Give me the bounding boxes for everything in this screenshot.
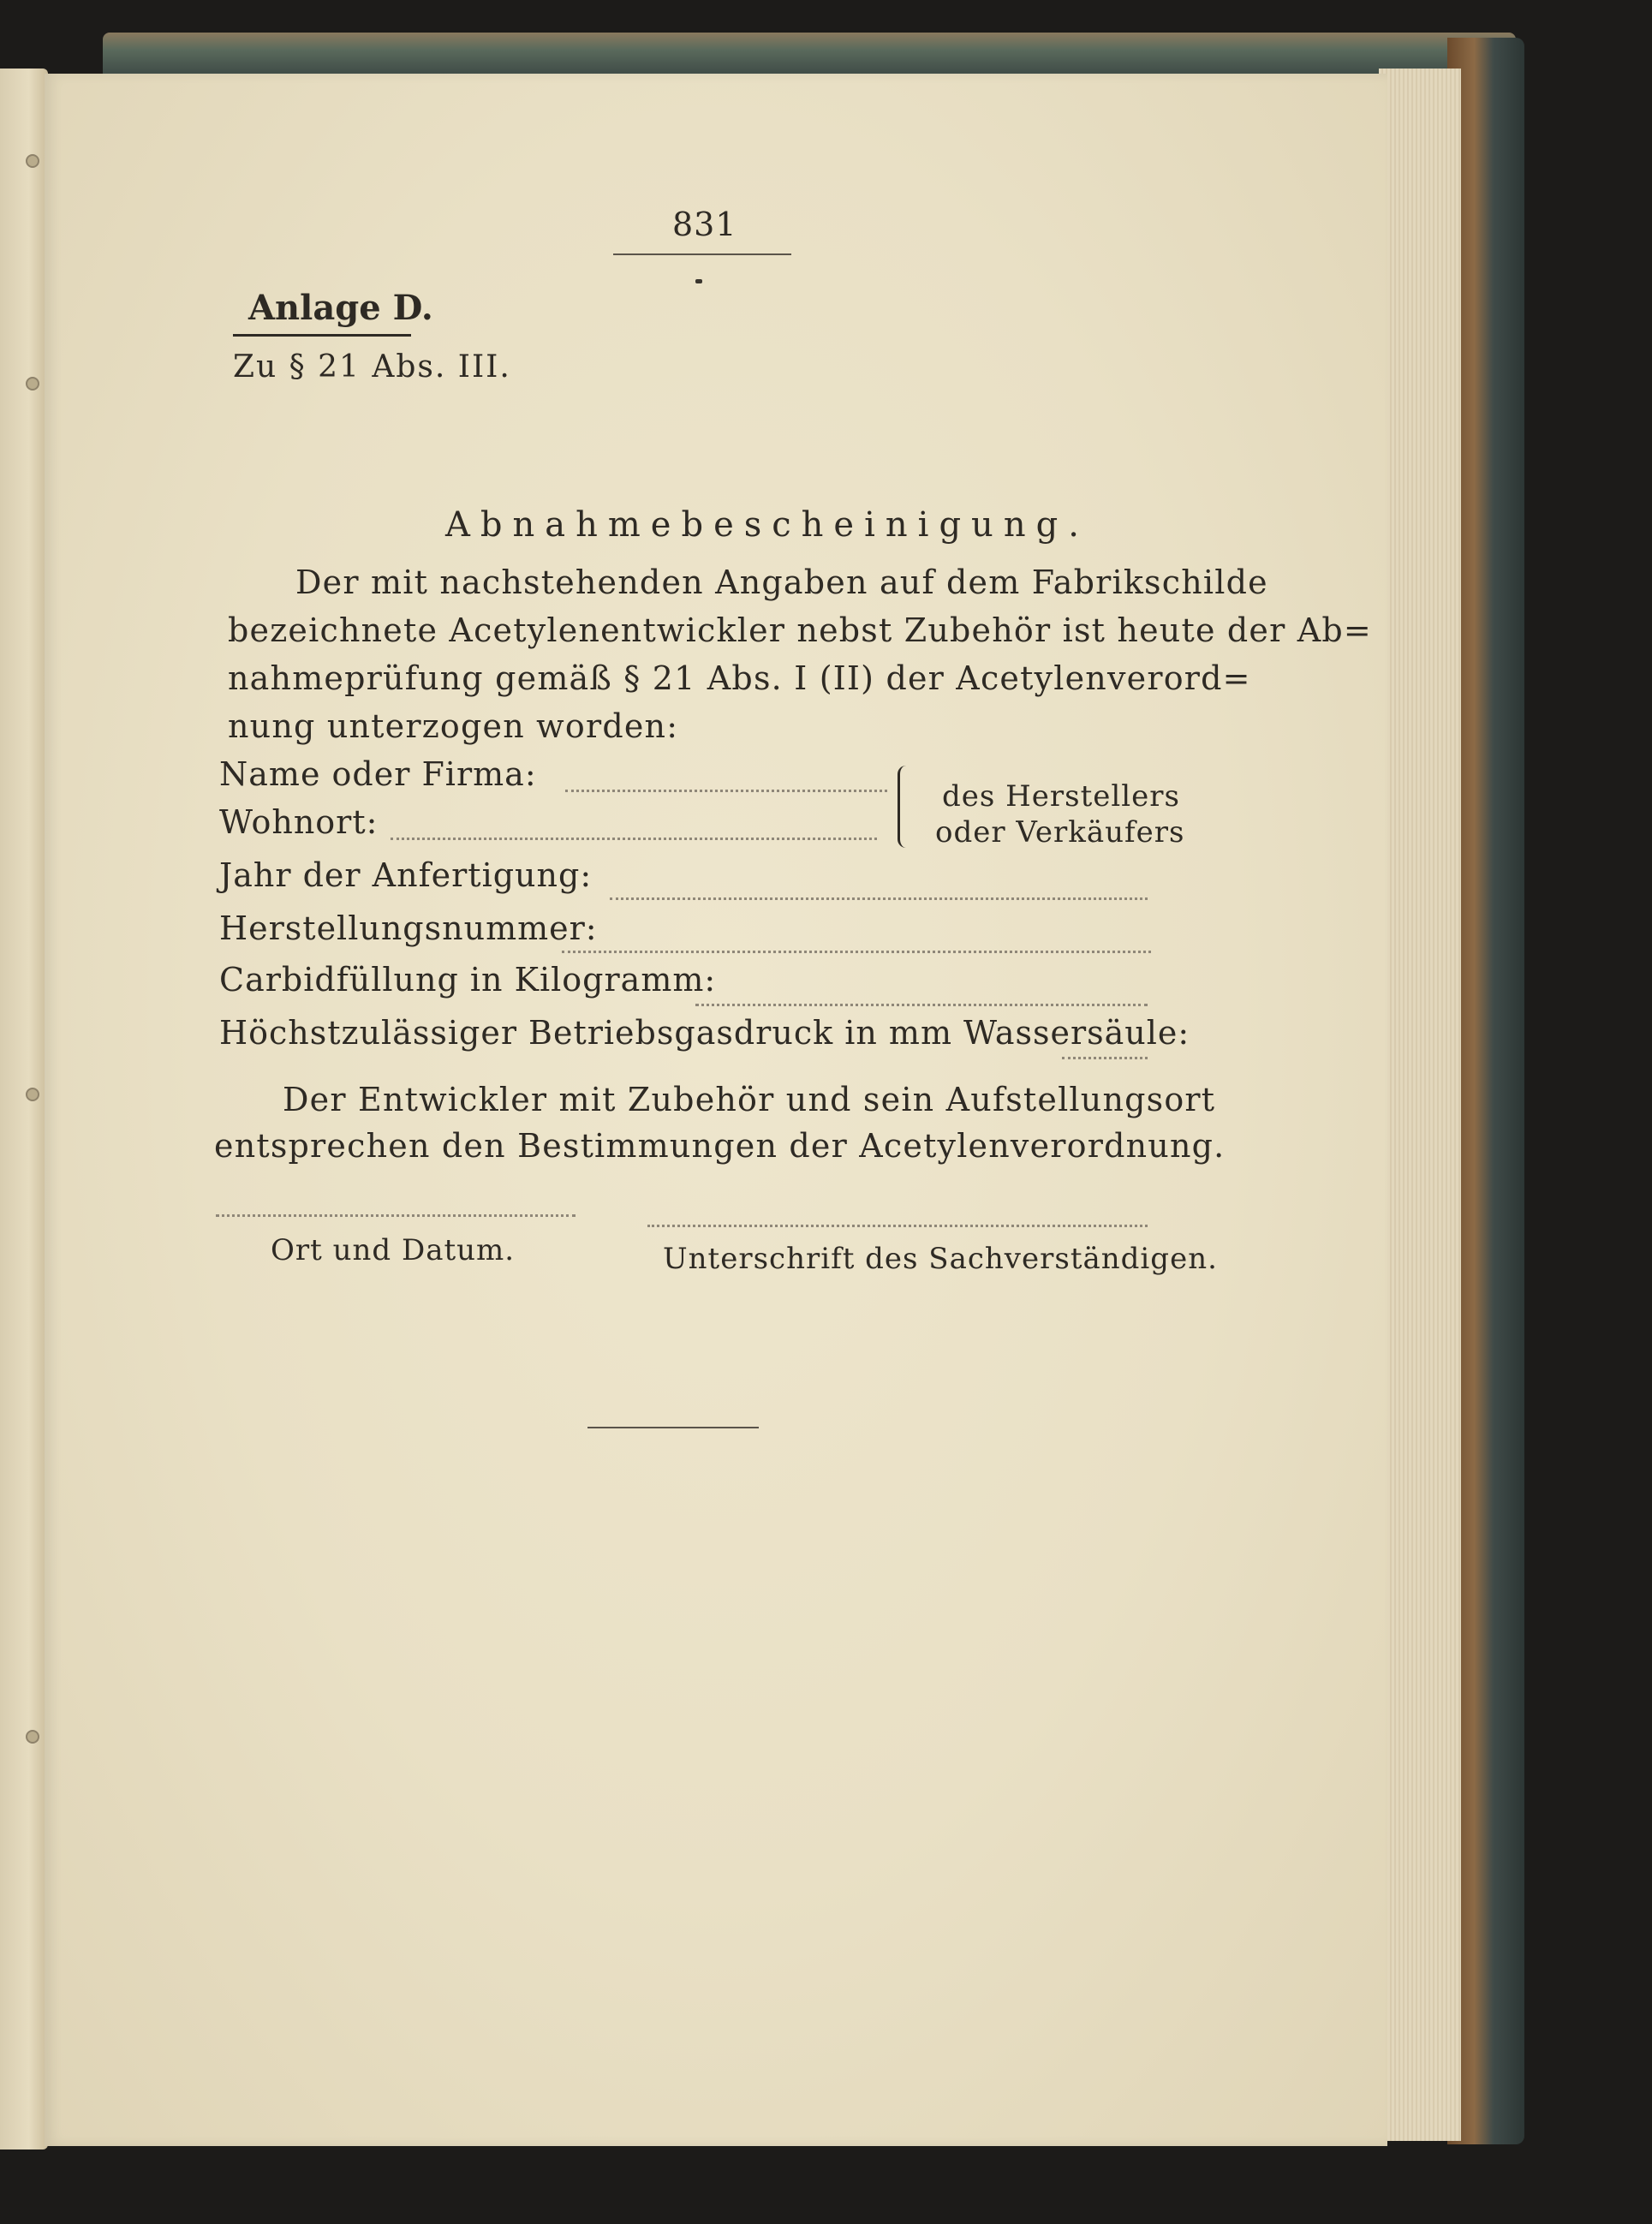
field-line-carbide[interactable] <box>695 1004 1148 1006</box>
field-line-name[interactable] <box>565 790 887 792</box>
place-date-caption: Ort und Datum. <box>271 1233 516 1267</box>
page-edges <box>1379 69 1461 2141</box>
field-line-residence[interactable] <box>391 838 877 840</box>
page-number-rule <box>613 253 791 255</box>
field-label-serial: Herstellungsnummer: <box>219 909 598 947</box>
intro-line-3: nahmeprüfung gemäß § 21 Abs. I (II) der Acetylenverord= <box>228 659 1251 697</box>
field-label-name: Name oder Firma: <box>219 755 537 793</box>
binding-stitch <box>26 154 39 168</box>
book-top-edge <box>103 33 1516 75</box>
closing-line-2: entsprechen den Bestimmungen der Acetylenverordnung. <box>214 1127 1226 1165</box>
intro-line-4: nung unterzogen worden: <box>228 707 679 745</box>
field-label-residence: Wohnort: <box>219 803 379 841</box>
field-label-year: Jahr der Anfertigung: <box>219 856 593 894</box>
field-line-serial[interactable] <box>562 951 1151 953</box>
closing-line-1: Der Entwickler mit Zubehör und sein Aufstellungsort <box>283 1081 1216 1118</box>
binding-stitch <box>26 1730 39 1744</box>
signature-line[interactable] <box>647 1225 1148 1227</box>
binding-stitch <box>26 377 39 391</box>
intro-line-2: bezeichnete Acetylenentwickler nebst Zubehör ist heute der Ab= <box>228 611 1372 649</box>
field-label-carbide: Carbidfüllung in Kilogramm: <box>219 961 717 999</box>
field-line-pressure[interactable] <box>1062 1057 1148 1059</box>
annex-title-underline <box>233 334 411 337</box>
annex-title: Anlage D. <box>248 288 433 328</box>
brace-label-seller: oder Verkäufers <box>935 815 1185 850</box>
binding-stitch <box>26 1088 39 1101</box>
place-date-line[interactable] <box>216 1214 576 1217</box>
annex-reference: Zu § 21 Abs. III. <box>233 349 511 385</box>
brace-label-manufacturer: des Herstellers <box>942 779 1180 814</box>
field-label-pressure: Höchstzulässiger Betriebsgasdruck in mm Wassersäule: <box>219 1014 1190 1052</box>
certificate-title: Abnahmebescheinigung. <box>445 505 1089 545</box>
brace <box>898 766 912 848</box>
intro-line-1: Der mit nachstehenden Angaben auf dem Fabrikschilde <box>295 563 1268 601</box>
ink-mark <box>695 279 702 283</box>
end-rule <box>587 1427 759 1428</box>
page-number: 831 <box>672 206 737 243</box>
field-line-year[interactable] <box>610 897 1148 900</box>
signature-caption: Unterschrift des Sachverständigen. <box>663 1242 1218 1276</box>
facing-page <box>0 69 48 2149</box>
